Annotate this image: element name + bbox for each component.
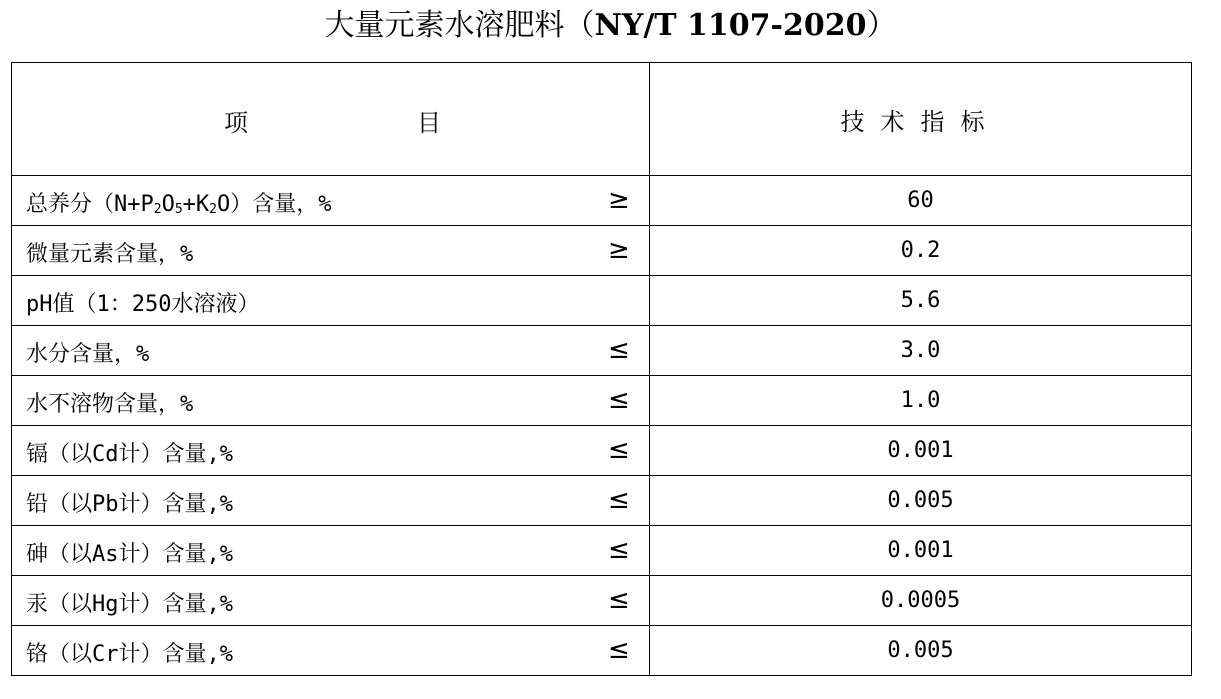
item-cell [12, 626, 650, 676]
item-cell [12, 176, 650, 226]
item-label: 水分含量，% [26, 342, 150, 367]
table-row [12, 176, 1192, 226]
header-item-label-right: 目 [417, 109, 441, 137]
table-row [12, 376, 1192, 426]
header-item-cell [12, 63, 650, 176]
item-cell [12, 476, 650, 526]
header-item-label-left: 项 [224, 109, 248, 137]
table-row [12, 626, 1192, 676]
item-cell [12, 326, 650, 376]
table-row [12, 226, 1192, 276]
standard-code: NY/T 1107-2020 [594, 8, 867, 43]
value-cell: 0.001 [650, 526, 1192, 576]
table-row [12, 276, 1192, 326]
header-value-cell: 技术指标 [650, 63, 1192, 176]
value-cell: 0.005 [650, 476, 1192, 526]
item-label: 砷（以As计）含量,% [26, 542, 233, 567]
item-cell [12, 426, 650, 476]
operator-symbol: ≥ [608, 235, 630, 265]
value-cell: 1.0 [650, 376, 1192, 426]
title-main: 大量元素水溶肥料（ [324, 8, 595, 43]
operator-symbol: ≤ [608, 435, 630, 465]
operator-symbol: ≤ [608, 385, 630, 415]
value-cell: 3.0 [650, 326, 1192, 376]
value-cell: 0.001 [650, 426, 1192, 476]
table-row [12, 326, 1192, 376]
item-label: 水不溶物含量，% [26, 392, 194, 417]
operator-symbol: ≤ [608, 335, 630, 365]
specification-table [11, 62, 1192, 676]
value-cell: 0.2 [650, 226, 1192, 276]
item-label: 微量元素含量，% [26, 242, 194, 267]
item-label: 总养分$(N+P_2O_5+K_2O)$含量，% [26, 192, 332, 217]
table-header-row [12, 63, 1192, 176]
operator-symbol: ≤ [608, 485, 630, 515]
item-cell [12, 376, 650, 426]
item-cell [12, 526, 650, 576]
value-cell: 0.0005 [650, 576, 1192, 626]
value-cell: 60 [650, 176, 1192, 226]
value-cell: 0.005 [650, 626, 1192, 676]
table-row [12, 426, 1192, 476]
item-label: 铬（以Cr计）含量,% [26, 642, 233, 667]
item-cell [12, 226, 650, 276]
operator-symbol: ≤ [608, 635, 630, 665]
title-close: ） [866, 8, 897, 43]
item-cell [12, 276, 650, 326]
item-label: pH值（1：250水溶液） [26, 292, 260, 317]
operator-symbol: ≤ [608, 535, 630, 565]
operator-symbol: ≤ [608, 585, 630, 615]
table-row [12, 476, 1192, 526]
value-cell: 5.6 [650, 276, 1192, 326]
operator-symbol: ≥ [608, 185, 630, 215]
table-row [12, 526, 1192, 576]
table-row [12, 576, 1192, 626]
item-cell [12, 576, 650, 626]
item-label: 汞（以Hg计）含量,% [26, 592, 233, 617]
document-title [0, 0, 1221, 52]
item-label: 铅（以Pb计）含量,% [26, 492, 233, 517]
item-label: 镉（以Cd计）含量,% [26, 442, 233, 467]
